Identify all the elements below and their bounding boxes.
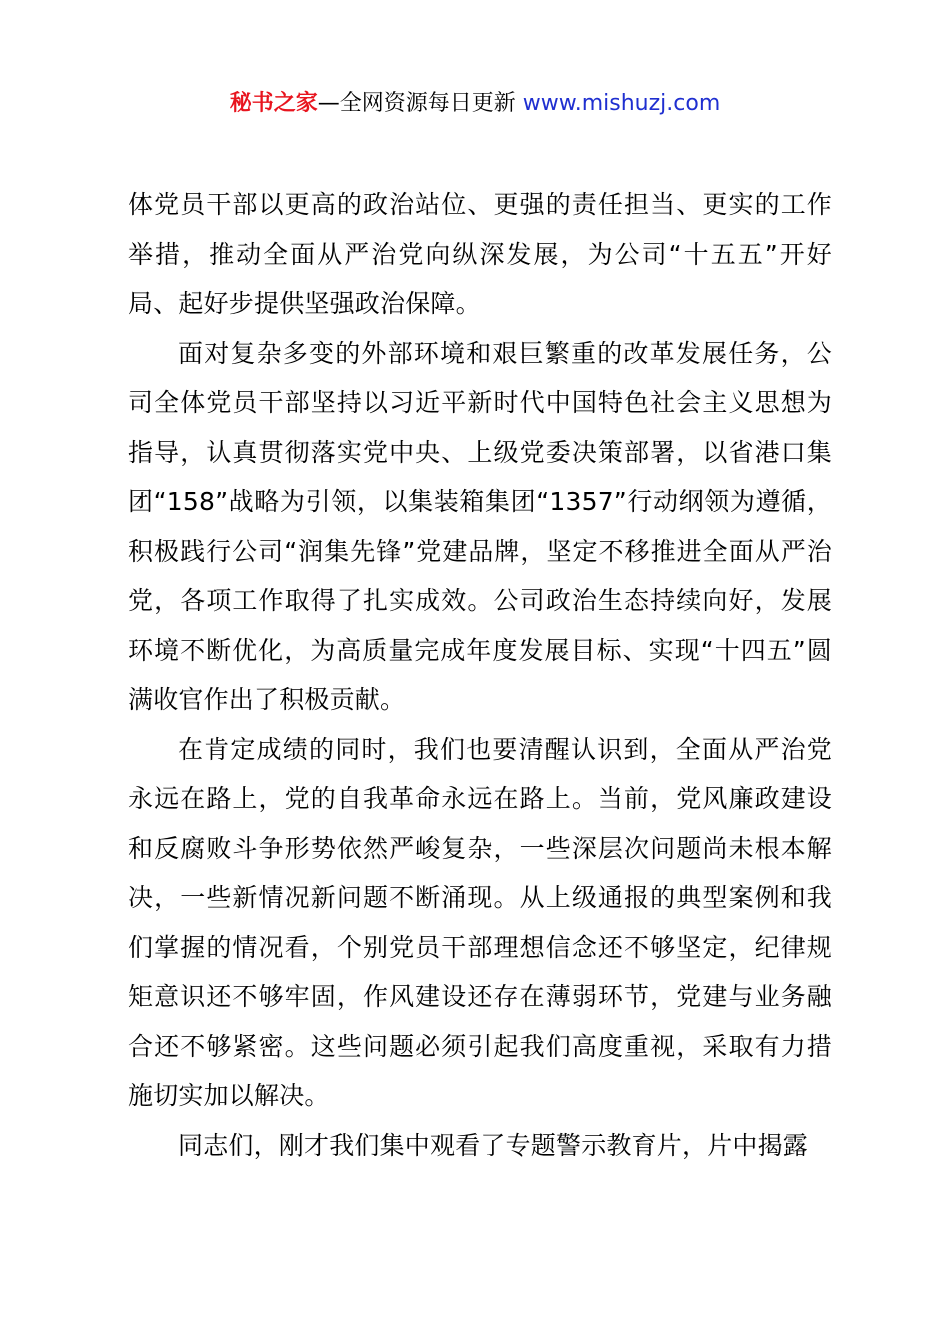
site-url-link[interactable]: www.mishuzj.com (522, 91, 721, 116)
site-tagline: —全网资源每日更新 (317, 91, 516, 116)
paragraph-achievements: 面对复杂多变的外部环境和艰巨繁重的改革发展任务，公司全体党员干部坚持以习近平新时代中国特色社会主义思想为指导，认真贯彻落实党中央、上级党委决策部署，以省港口集团“158”战略为引领，以集装箱集团“1357”行动纲领为遵循，积极践行公司“润集先锋”党建品牌，坚定不移推进全面从严治党，各项工作取得了扎实成效。公司政治生态持续向好，发展环境不断优化，为高质量完成年度发展目标、实现“十四五”圆满收官作出了积极贡献。 (128, 338, 832, 714)
paragraph-warning-education: 同志们，刚才我们集中观看了专题警示教育片，片中揭露 (178, 1130, 809, 1160)
paragraph-problems: 在肯定成绩的同时，我们也要清醒认识到，全面从严治党永远在路上，党的自我革命永远在路上。当前，党风廉政建设和反腐败斗争形势依然严峻复杂，一些深层次问题尚未根本解决，一些新情况新问题不断涌现。从上级通报的典型案例和我们掌握的情况看，个别党员干部理想信念还不够坚定，纪律规矩意识还不够牢固，作风建设还存在薄弱环节，党建与业务融合还不够紧密。这些问题必须引起我们高度重视，采取有力措施切实加以解决。 (128, 734, 832, 1110)
page-header (0, 88, 950, 120)
document-body (128, 180, 832, 1170)
site-brand: 秘书之家 (229, 91, 318, 116)
paragraph-continued: 体党员干部以更高的政治站位、更强的责任担当、更实的工作举措，推动全面从严治党向纵深发展，为公司“十五五”开好局、起好步提供坚强政治保障。 (128, 190, 832, 318)
